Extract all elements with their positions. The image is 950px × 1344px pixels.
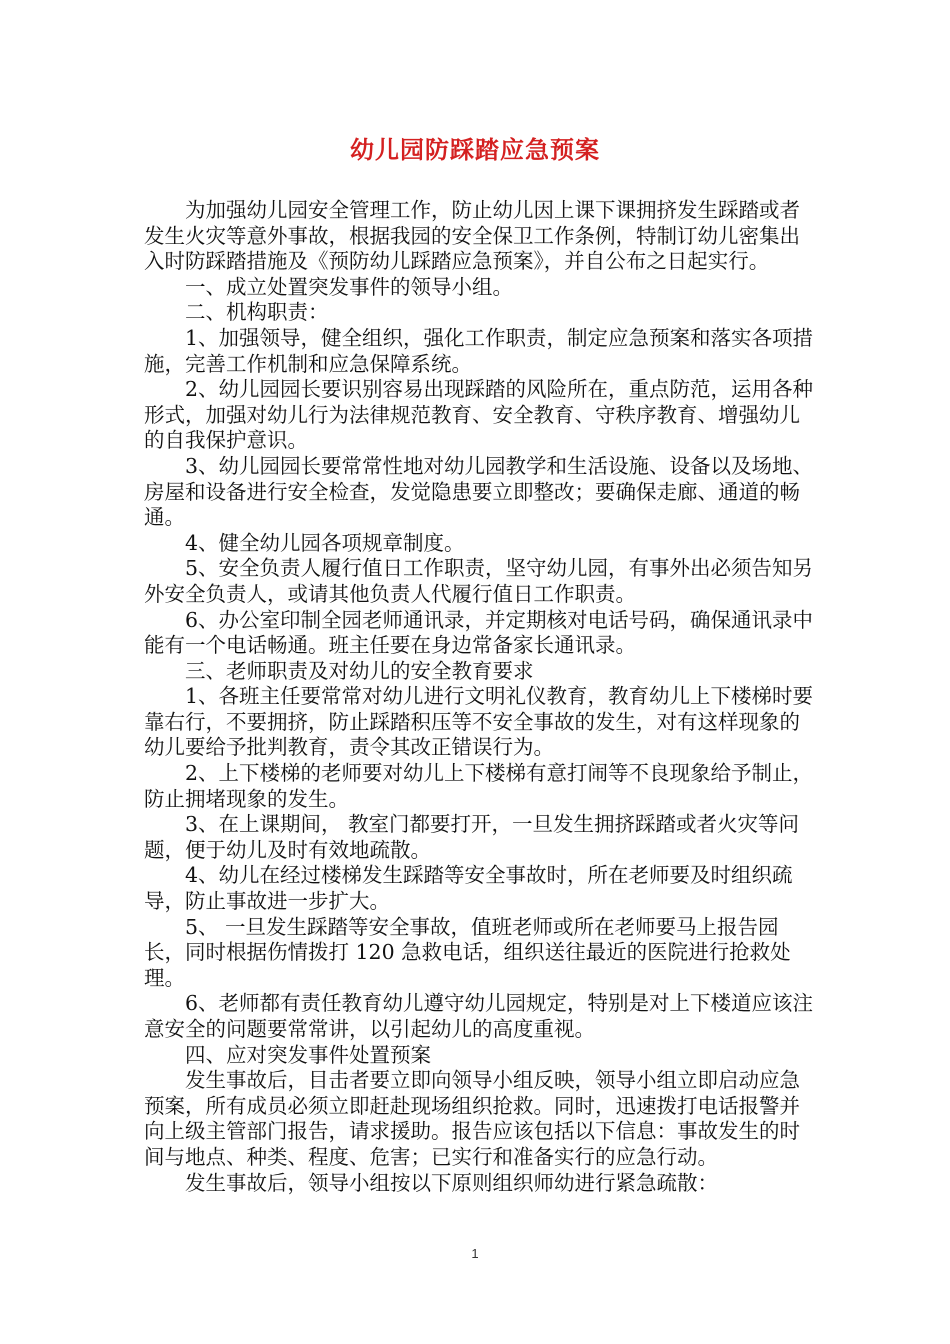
section-heading-3: 三、老师职责及对幼儿的安全教育要求: [185, 658, 534, 683]
section-heading-2: 二、机构职责：: [185, 300, 329, 325]
duty-item-6: 6、办公室印制全园老师通讯录，并定期核对电话号码，确保通讯录中能有一个电话畅通。班主任要在身边常备家长通讯录。: [144, 607, 814, 658]
teacher-item-5: 5、 一旦发生踩踏等安全事故，值班老师或所在老师要马上报告园长，同时根据伤情拨打 120 急救电话，组织送往最近的医院进行抢救处理。: [144, 914, 791, 990]
response-paragraph-1: 发生事故后，目击者要立即向领导小组反映，领导小组立即启动应急预案，所有成员必须立即赶赴现场组织抢救。同时，迅速拨打电话报警并向上级主管部门报告，请求援助。报告应该包括以下信息：事故发生的时间与地点、种类、程度、危害；已实行和准备实行的应急行动。: [144, 1068, 800, 1169]
teacher-item-3: 3、在上课期间， 教室门都要打开，一旦发生拥挤踩踏或者火灾等问题，便于幼儿及时有效地疏散。: [144, 812, 800, 862]
duty-item-5: 5、安全负责人履行值日工作职责，坚守幼儿园，有事外出必须告知另外安全负责人，或请其他负责人代履行值日工作职责。: [144, 556, 814, 606]
intro-paragraph: 为加强幼儿园安全管理工作，防止幼儿因上课下课拥挤发生踩踏或者发生火灾等意外事故，根据我园的安全保卫工作条例，特制订幼儿密集出入时防踩踏措施及《预防幼儿踩踏应急预案》，并自公布之日起实行。: [144, 198, 800, 274]
page-number: 1: [471, 1246, 479, 1261]
document-title: 幼儿园防踩踏应急预案: [350, 135, 600, 164]
teacher-item-1: 1、各班主任要常常对幼儿进行文明礼仪教育，教育幼儿上下楼梯时要靠右行，不要拥挤，防止踩踏积压等不安全事故的发生，对有这样现象的幼儿要给予批判教育，责令其改正错误行为。: [144, 684, 814, 760]
duty-item-3: 3、幼儿园园长要常常性地对幼儿园教学和生活设施、设备以及场地、房屋和设备进行安全检查，发觉隐患要立即整改；要确保走廊、通道的畅通。: [144, 453, 814, 530]
teacher-item-6: 6、老师都有责任教育幼儿遵守幼儿园规定，特别是对上下楼道应该注意安全的问题要常常讲，以引起幼儿的高度重视。: [144, 991, 814, 1041]
document-body: [144, 198, 814, 1196]
response-paragraph-2: 发生事故后，领导小组按以下原则组织师幼进行紧急疏散：: [185, 1170, 718, 1195]
duty-item-4: 4、健全幼儿园各项规章制度。: [185, 530, 465, 555]
section-heading-4: 四、应对突发事件处置预案: [185, 1042, 431, 1067]
section-heading-1: 一、成立处置突发事件的领导小组。: [185, 274, 513, 299]
duty-item-2: 2、幼儿园园长要识别容易出现踩踏的风险所在，重点防范，运用各种形式，加强对幼儿行为法律规范教育、安全教育、守秩序教育、增强幼儿的自我保护意识。: [144, 377, 814, 453]
teacher-item-4: 4、幼儿在经过楼梯发生踩踏等安全事故时，所在老师要及时组织疏导，防止事故进一步扩大。: [144, 863, 793, 914]
duty-item-1: 1、加强领导，健全组织，强化工作职责，制定应急预案和落实各项措施，完善工作机制和应急保障系统。: [144, 325, 814, 376]
teacher-item-2: 2、上下楼梯的老师要对幼儿上下楼梯有意打闹等不良现象给予制止，防止拥堵现象的发生。: [144, 761, 814, 811]
